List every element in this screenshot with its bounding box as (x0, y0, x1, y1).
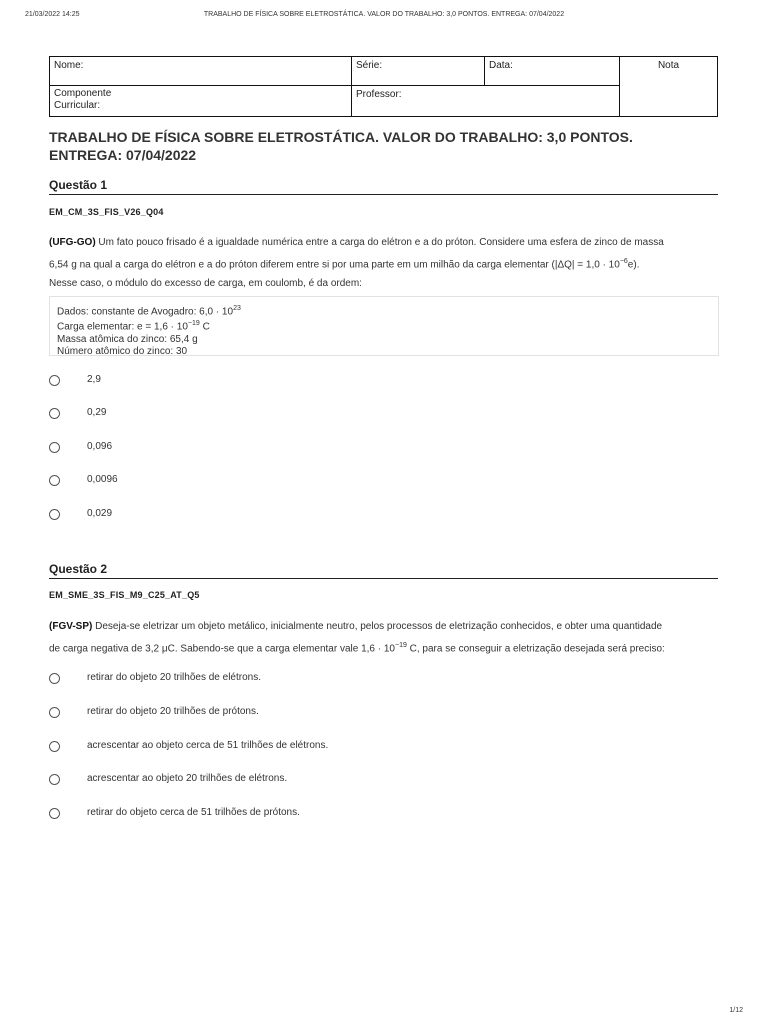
data-carga-unit: C (199, 321, 210, 333)
option-label: acrescentar ao objeto 20 trilhões de elétrons. (87, 773, 288, 784)
radio-button[interactable] (49, 375, 60, 386)
componente-label-2: Curricular: (54, 100, 101, 111)
question-1-line-2b: e). (627, 259, 640, 271)
professor-field[interactable]: Professor: (356, 89, 402, 100)
question-1-option[interactable] (49, 441, 719, 457)
question-2-option[interactable] (49, 706, 719, 722)
data-massa-atomica: Massa atômica do zinco: 65,4 g (57, 333, 198, 345)
question-1-stem (49, 233, 719, 293)
question-2-line-2b: C, para se conseguir a eletrização desejada será preciso: (406, 643, 665, 655)
question-2-option[interactable] (49, 672, 719, 688)
componente-field[interactable] (50, 86, 111, 112)
data-numero-atomico: Número atômico do zinco: 30 (57, 345, 188, 357)
question-2-stem (49, 617, 719, 658)
option-label: retirar do objeto 20 trilhões de prótons. (87, 706, 259, 717)
question-1-title: Questão 1 (49, 178, 108, 192)
radio-button[interactable] (49, 774, 60, 785)
print-datetime: 21/03/2022 14:25 (25, 11, 80, 18)
print-header (25, 11, 743, 23)
serie-field[interactable]: Série: (356, 60, 383, 71)
nome-field[interactable]: Nome: (54, 60, 84, 71)
question-2-line-1: Deseja-se eletrizar um objeto metálico, inicialmente neutro, pelos processos de eletrização conhecidos, e obter uma quantidade (92, 621, 663, 632)
data-avogadro: Dados: constante de Avogadro: 6,0 · 10 (57, 306, 234, 318)
page-title-line-2: ENTREGA: 07/04/2022 (49, 147, 197, 163)
option-label: acrescentar ao objeto cerca de 51 trilhões de elétrons. (87, 740, 329, 751)
question-1-line-2a: 6,54 g na qual a carga do elétron e a do próton diferem entre si por uma parte em um milhão da carga elementar (|ΔQ| = 1,0 · 10 (49, 259, 620, 271)
question-2-line-2a: de carga negativa de 3,2 μC. Sabendo-se que a carga elementar vale 1,6 · 10 (49, 643, 395, 655)
question-2-option[interactable] (49, 740, 719, 756)
option-label: 0,096 (87, 441, 113, 452)
radio-button[interactable] (49, 673, 60, 684)
student-info-table (49, 56, 718, 117)
question-1-line-1: Um fato pouco frisado é a igualdade numérica entre a carga do elétron e a do próton. Considere uma esfera de zinco de massa (95, 237, 664, 248)
radio-button[interactable] (49, 808, 60, 819)
question-2-title: Questão 2 (49, 562, 108, 576)
componente-label-1: Componente (54, 88, 112, 99)
page-number: 1/12 (729, 1007, 743, 1014)
question-2-line-2-exp: −19 (395, 642, 407, 649)
question-1-rule (49, 194, 718, 195)
question-1-option[interactable] (49, 407, 719, 423)
question-1-line-3: Nesse caso, o módulo do excesso de carga, em coulomb, é da ordem: (49, 278, 362, 290)
question-1-option[interactable] (49, 508, 719, 524)
question-2-source: (FGV-SP) (49, 621, 93, 632)
nota-field[interactable]: Nota (657, 60, 680, 71)
radio-button[interactable] (49, 509, 60, 520)
option-label: retirar do objeto cerca de 51 trilhões de prótons. (87, 807, 300, 818)
question-1-line-2-exp: −6 (619, 258, 628, 265)
print-doc-title: TRABALHO DE FÍSICA SOBRE ELETROSTÁTICA. VALOR DO TRABALHO: 3,0 PONTOS. ENTREGA: 07/04/2022 (203, 11, 565, 18)
data-field[interactable]: Data: (489, 60, 513, 71)
question-1-code: EM_CM_3S_FIS_V26_Q04 (49, 207, 164, 217)
question-2-code: EM_SME_3S_FIS_M9_C25_AT_Q5 (49, 590, 200, 600)
question-2-option[interactable] (49, 773, 719, 789)
option-label: 0,29 (87, 407, 107, 418)
radio-button[interactable] (49, 475, 60, 486)
option-label: 0,029 (87, 508, 113, 519)
page-title (49, 128, 719, 164)
option-label: 0,0096 (87, 474, 118, 485)
data-carga-exp: −19 (187, 320, 200, 328)
table-divider (50, 85, 620, 86)
question-1-data-box (49, 296, 719, 356)
option-label: retirar do objeto 20 trilhões de elétrons. (87, 672, 261, 683)
question-1-option[interactable] (49, 474, 719, 490)
radio-button[interactable] (49, 741, 60, 752)
radio-button[interactable] (49, 408, 60, 419)
radio-button[interactable] (49, 707, 60, 718)
question-2-option[interactable] (49, 807, 719, 823)
data-carga-elementar: Carga elementar: e = 1,6 · 10 (57, 321, 188, 333)
question-1-option[interactable] (49, 374, 719, 390)
option-label: 2,9 (87, 374, 101, 385)
radio-button[interactable] (49, 442, 60, 453)
question-1-source: (UFG-GO) (49, 237, 96, 248)
question-2-rule (49, 578, 718, 579)
data-avogadro-exp: 23 (233, 305, 241, 312)
page-title-line-1: TRABALHO DE FÍSICA SOBRE ELETROSTÁTICA. VALOR DO TRABALHO: 3,0 PONTOS. (49, 129, 633, 145)
